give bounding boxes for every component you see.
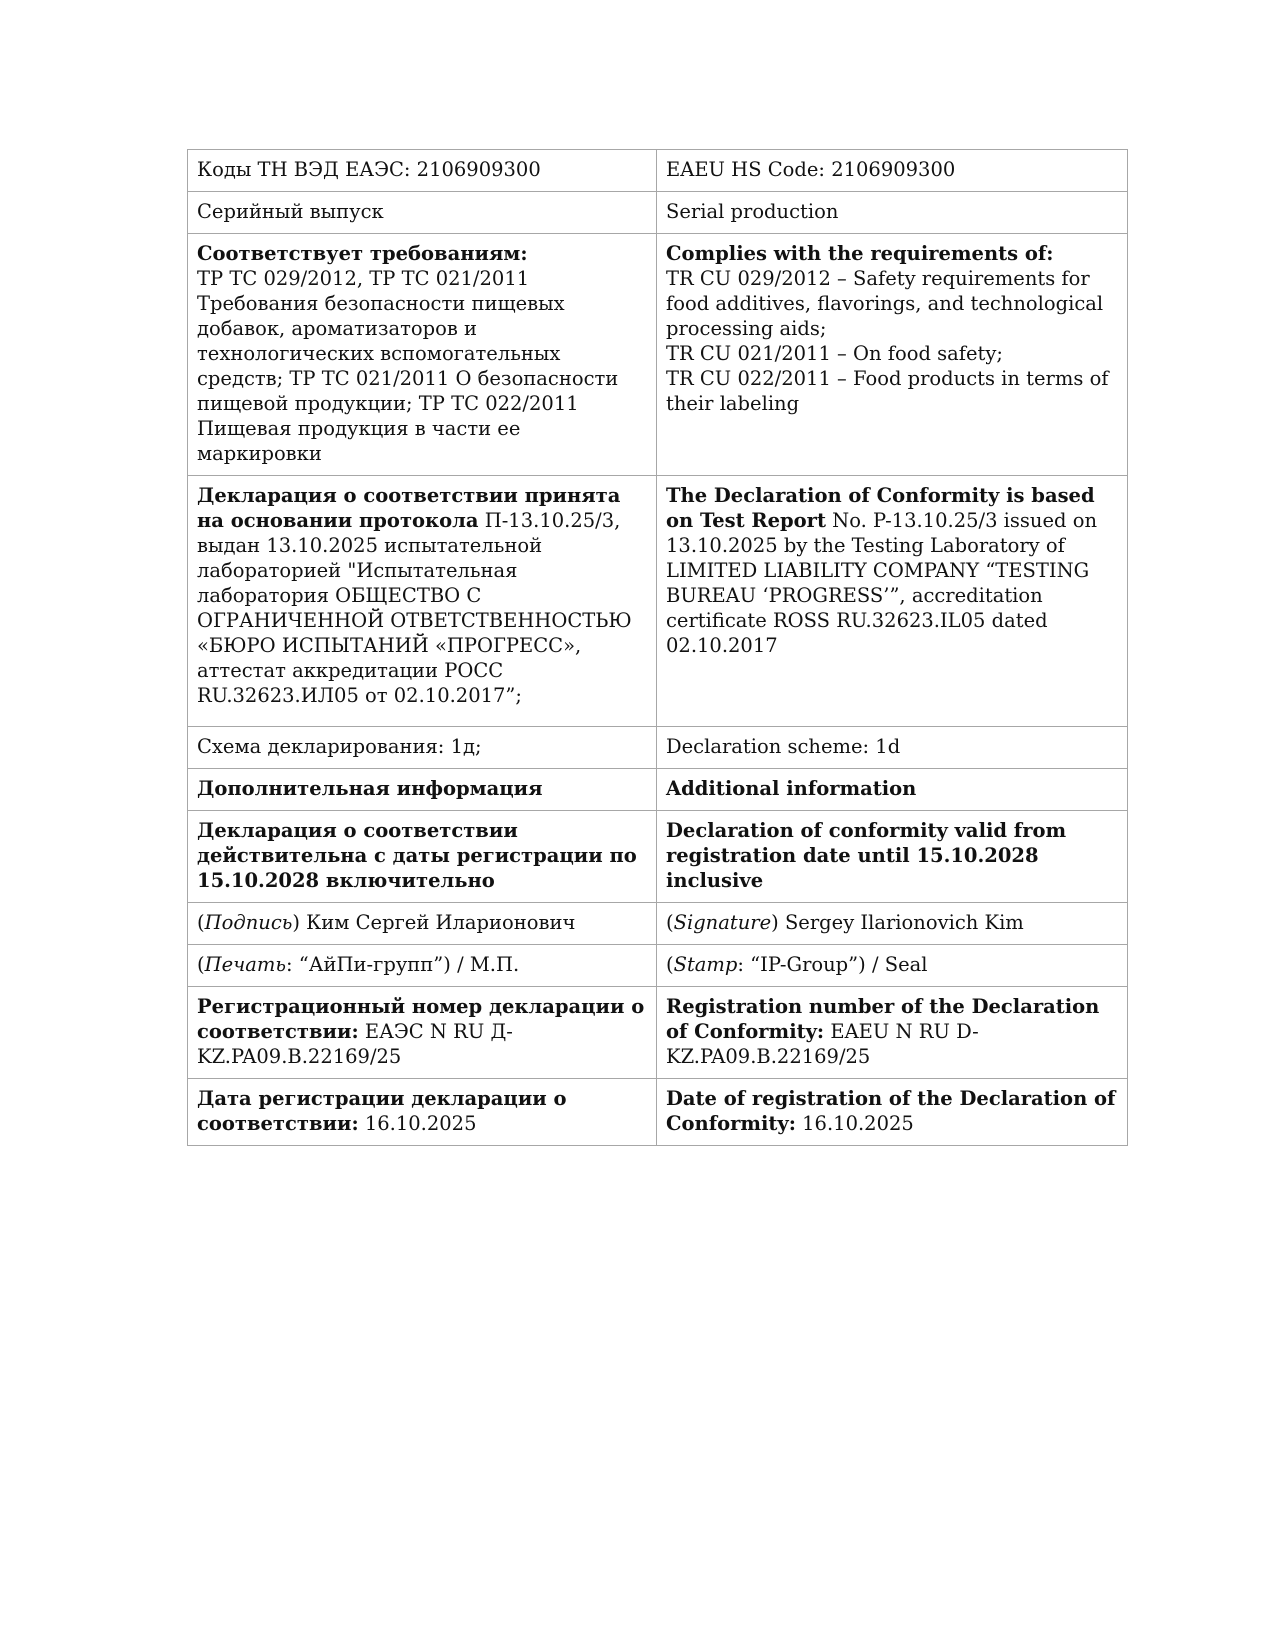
requirements-ru-text: ТР ТС 029/2012, ТР ТС 021/2011 Требования безопасности пищевых добавок, ароматизаторов и технологических вспомогательных средств; ТР ТС 021/2011 О безопасности пищевой продукции; ТР ТС 022/2011 Пищевая продукция в части ее маркировки [197, 267, 619, 465]
table-row-validity [188, 811, 1128, 903]
signature-ru-cell: (Подпись) Ким Сергей Иларионович [188, 903, 657, 945]
signature-ru-value: Ким Сергей Иларионович [299, 911, 576, 934]
declaration-basis-ru-text: П-13.10.25/3, выдан 13.10.2025 испытательной лабораторией "Испытательная лаборатория ОБЩЕСТВО С ОГРАНИЧЕННОЙ ОТВЕТСТВЕННОСТЬЮ «БЮРО ИСПЫТАНИЙ «ПРОГРЕСС», аттестат аккредитации РОСС RU.32623.ИЛ05 от 02.10.2017”; [197, 509, 632, 707]
additional-ru-cell: Дополнительная информация [188, 769, 657, 811]
declaration-basis-en-text: No. P-13.10.25/3 issued on 13.10.2025 by the Testing Laboratory of LIMITED LIABILITY COMPANY “TESTING BUREAU ‘PROGRESS’”, accreditation certificate ROSS RU.32623.IL05 dated 02.10.2017 [666, 509, 1098, 657]
stamp-ru-value: : “АйПи-групп”) / М.П. [286, 953, 520, 976]
hs-code-en-cell: EAEU HS Code: 2106909300 [657, 150, 1128, 192]
scheme-ru-cell: Схема декларирования: 1д; [188, 727, 657, 769]
table-row-signature [188, 903, 1128, 945]
table-row-stamp [188, 945, 1128, 987]
table-row-hs-code [188, 150, 1128, 192]
registration-date-en-label: Date of registration of the Declaration of Conformity: [666, 1087, 1116, 1135]
registration-date-ru-label: Дата регистрации декларации о соответствии: [197, 1087, 567, 1135]
registration-date-en-cell [657, 1079, 1128, 1146]
requirements-en-title: Complies with the requirements of: [666, 242, 1054, 265]
registration-number-ru-label: Регистрационный номер декларации о соответствии: [197, 995, 645, 1043]
table-row-scheme [188, 727, 1128, 769]
registration-number-en-cell [657, 987, 1128, 1079]
validity-ru-cell: Декларация о соответствии действительна с даты регистрации по 15.10.2028 включительно [188, 811, 657, 903]
signature-en-cell: (Signature) Sergey Ilarionovich Kim [657, 903, 1128, 945]
requirements-en-cell [657, 234, 1128, 476]
table-row-registration-date [188, 1079, 1128, 1146]
table-row-serial [188, 192, 1128, 234]
requirements-en-line: TR CU 029/2012 – Safety requirements for food additives, flavorings, and technological processing aids; [666, 267, 1104, 340]
stamp-ru-label: Печать [204, 953, 287, 976]
requirements-en-line: TR CU 021/2011 – On food safety; [666, 342, 1003, 365]
declaration-basis-ru-cell [188, 476, 657, 727]
registration-number-ru-value: ЕАЭС N RU Д-KZ.PA09.B.22169/25 [197, 1020, 513, 1068]
requirements-ru-cell [188, 234, 657, 476]
serial-en-cell: Serial production [657, 192, 1128, 234]
requirements-ru-title: Соответствует требованиям: [197, 242, 528, 265]
registration-date-ru-cell [188, 1079, 657, 1146]
registration-number-ru-cell [188, 987, 657, 1079]
scheme-en-cell: Declaration scheme: 1d [657, 727, 1128, 769]
table-row-declaration-basis [188, 476, 1128, 727]
registration-date-ru-value: 16.10.2025 [358, 1112, 477, 1135]
stamp-en-value: : “IP-Group”) / Seal [737, 953, 928, 976]
additional-en-cell: Additional information [657, 769, 1128, 811]
declaration-basis-en-cell [657, 476, 1128, 727]
serial-ru-cell: Серийный выпуск [188, 192, 657, 234]
signature-en-value: Sergey Ilarionovich Kim [778, 911, 1024, 934]
hs-code-ru-cell: Коды ТН ВЭД ЕАЭС: 2106909300 [188, 150, 657, 192]
stamp-en-cell: (Stamp: “IP-Group”) / Seal [657, 945, 1128, 987]
requirements-en-line: TR CU 022/2011 – Food products in terms of their labeling [666, 367, 1109, 415]
table-row-requirements [188, 234, 1128, 476]
validity-en-cell: Declaration of conformity valid from registration date until 15.10.2028 inclusive [657, 811, 1128, 903]
table-row-registration-number [188, 987, 1128, 1079]
table-row-additional [188, 769, 1128, 811]
signature-ru-label: Подпись [204, 911, 293, 934]
declaration-basis-en-heading: The Declaration of Conformity is based on Test Report [666, 484, 1095, 532]
stamp-en-label: Stamp [673, 953, 738, 976]
registration-number-en-label: Registration number of the Declaration of Conformity: [666, 995, 1100, 1043]
stamp-ru-cell: (Печать: “АйПи-групп”) / М.П. [188, 945, 657, 987]
registration-date-en-value: 16.10.2025 [795, 1112, 914, 1135]
declaration-table [187, 149, 1128, 1146]
declaration-basis-ru-heading: Декларация о соответствии принята на основании протокола [197, 484, 621, 532]
signature-en-label: Signature [673, 911, 772, 934]
registration-number-en-value: EAEU N RU D-KZ.PA09.B.22169/25 [666, 1020, 979, 1068]
